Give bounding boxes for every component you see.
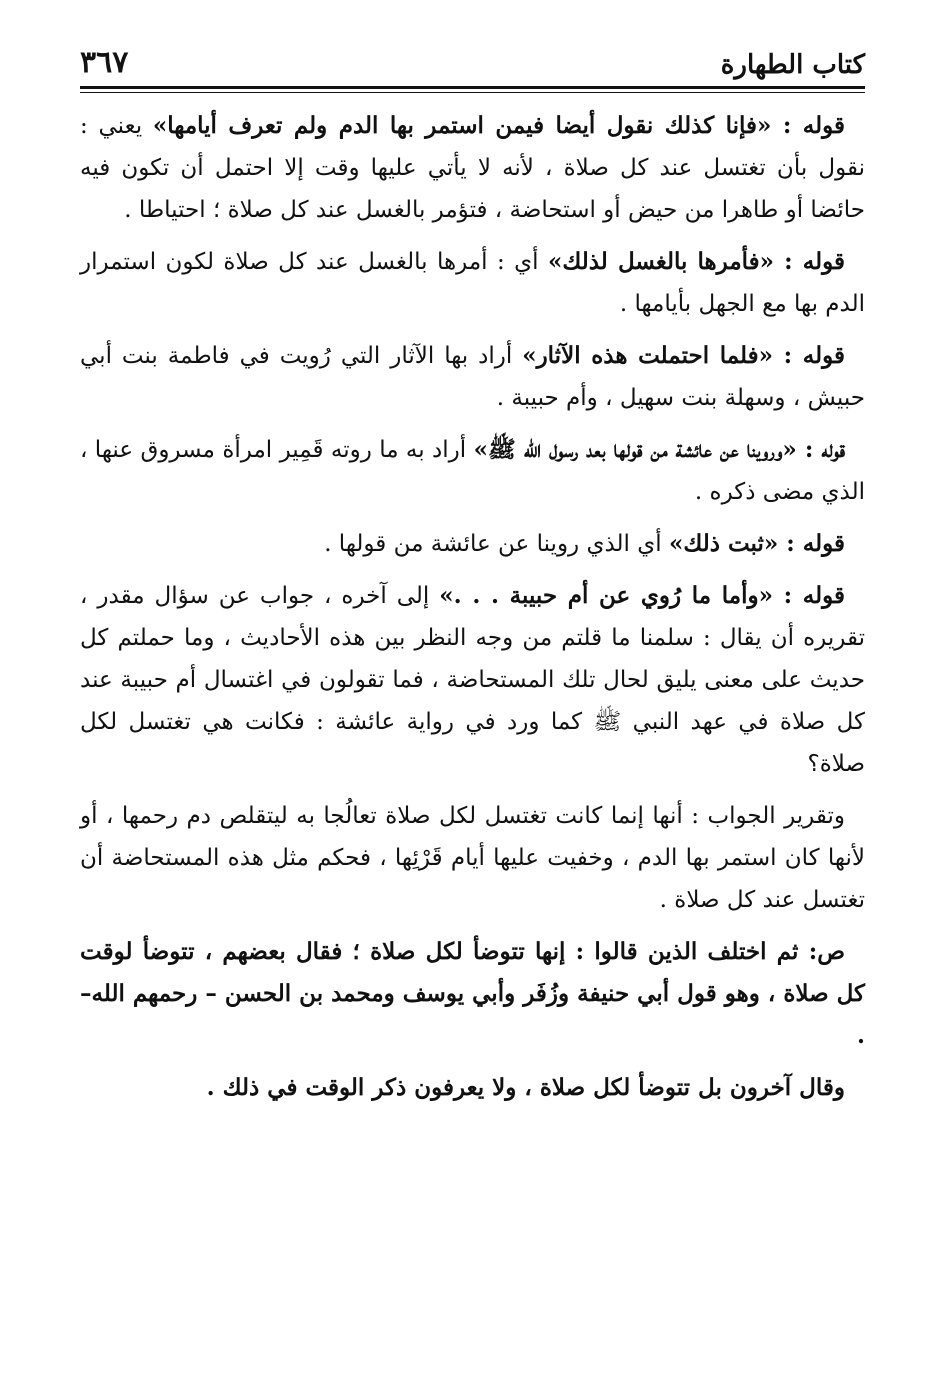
page (80, 38, 865, 1119)
commentary-text: أي الذي روينا عن عائشة من قولها . (324, 531, 669, 557)
source-text: ص: ثم اختلف الذين قالوا : إنها تتوضأ لكل صلاة ؛ فقال بعضهم ، تتوضأ لوقت كل صلاة ، وهو قول أبي حنيفة وزُفَر وأبي يوسف ومحمد بن الحسن – رحمهم الله– . (80, 938, 865, 1049)
page-body (80, 105, 865, 1109)
running-header (80, 38, 865, 80)
quote-lead: قوله : «وأما ما رُوي عن أم حبيبة . . .» (439, 582, 846, 609)
quote-lead: قوله : «فإنا كذلك نقول أيضا فيمن استمر بها الدم ولم تعرف أيامها» (152, 112, 845, 139)
page-number: ٣٦٧ (80, 45, 129, 80)
commentary-text: أراد به ما روته قَمِير امرأة مسروق عنها ، الذي مضى ذكره . (80, 437, 865, 505)
paragraph-6 (80, 575, 865, 785)
paragraph-4 (80, 429, 865, 513)
paragraph-5 (80, 523, 865, 565)
book-title: كتاب الطهارة (720, 50, 865, 80)
paragraph-2 (80, 241, 865, 325)
source-text: وقال آخرون بل تتوضأ لكل صلاة ، ولا يعرفون ذكر الوقت في ذلك . (206, 1074, 845, 1101)
header-rule-thick (80, 86, 865, 89)
header-rule-thin (80, 92, 865, 93)
commentary-text: وتقرير الجواب : أنها إنما كانت تغتسل لكل صلاة تعالُجا به ليتقلص دم رحمها ، أو لأنها كان استمر بها الدم ، وخفيت عليها أيام قَرْئِها ، فحكم مثل هذه المستحاضة أن تغتسل عند كل صلاة . (80, 803, 865, 913)
quote-lead: قوله : «وروينا عن عائشة من قولها بعد رسول الله ﷺ» (473, 436, 845, 463)
paragraph-7 (80, 795, 865, 921)
paragraph-3 (80, 335, 865, 419)
quote-lead: قوله : «ثبت ذلك» (668, 530, 845, 557)
commentary-text: أراد بها الآثار التي رُويت في فاطمة بنت أبي حبيش ، وسهلة بنت سهيل ، وأم حبيبة . (80, 343, 865, 411)
commentary-text: أي : أمرها بالغسل عند كل صلاة لكون استمرار الدم بها مع الجهل بأيامها . (80, 249, 865, 317)
paragraph-1 (80, 105, 865, 231)
quote-lead: قوله : «فأمرها بالغسل لذلك» (547, 248, 845, 275)
quote-lead: قوله : «فلما احتملت هذه الآثار» (522, 342, 845, 369)
commentary-text: يعني : نقول بأن تغتسل عند كل صلاة ، لأنه لا يأتي عليها وقت إلا احتمل أن تكون فيه حائضا أو طاهرا من حيض أو استحاضة ، فتؤمر بالغسل عند كل صلاة ؛ احتياطا . (80, 113, 865, 223)
paragraph-9 (80, 1067, 865, 1109)
commentary-text: إلى آخره ، جواب عن سؤال مقدر ، تقريره أن يقال : سلمنا ما قلتم من وجه النظر بين هذه الأحاديث ، وما حملتم كل حديث على معنى يليق لحال تلك المستحاضة ، فما تقولون في اغتسال أم حبيبة عند كل صلاة في عهد النبي ﷺ كما ورد في رواية عائشة : فكانت هي تغتسل لكل صلاة؟ (80, 583, 865, 777)
paragraph-8 (80, 931, 865, 1057)
